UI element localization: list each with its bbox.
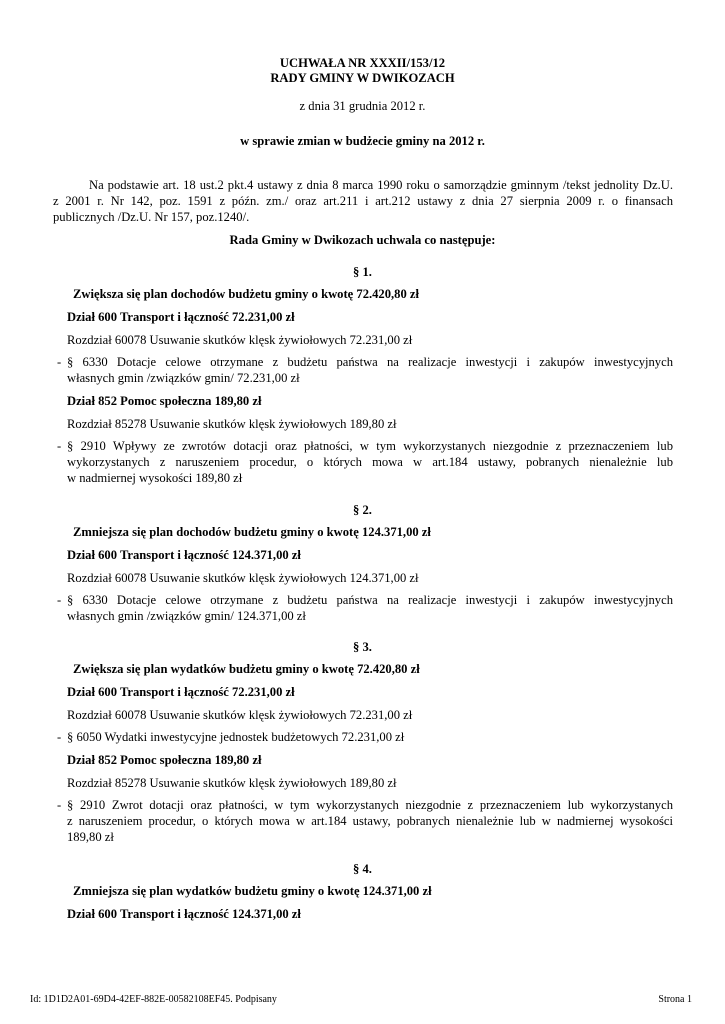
resolution-statement: Rada Gminy w Dwikozach uchwala co następuje: bbox=[229, 233, 496, 247]
preamble-line-3: publicznych /Dz.U. Nr 157, poz.1240/. bbox=[53, 210, 250, 224]
s3-item-6050: § 6050 Wydatki inwestycyjne jednostek budżetowych 72.231,00 zł bbox=[67, 730, 405, 744]
s3-item-2910-line-3: 189,80 zł bbox=[67, 830, 114, 844]
resolution-subject: w sprawie zmian w budżecie gminy na 2012 r. bbox=[240, 134, 485, 148]
title-line-2: RADY GMINY W DWIKOZACH bbox=[270, 71, 455, 85]
list-dash: - bbox=[57, 798, 62, 812]
section-1-mark: § 1. bbox=[353, 265, 372, 279]
list-dash: - bbox=[57, 439, 62, 453]
section-3-heading: Zwiększa się plan wydatków budżetu gminy o kwotę 72.420,80 zł bbox=[73, 662, 420, 676]
s1-rozdzial-60078: Rozdział 60078 Usuwanie skutków klęsk żywiołowych 72.231,00 zł bbox=[67, 333, 413, 347]
section-1-heading: Zwiększa się plan dochodów budżetu gminy o kwotę 72.420,80 zł bbox=[73, 287, 420, 301]
section-3-mark: § 3. bbox=[353, 640, 372, 654]
s1-dzial-600: Dział 600 Transport i łączność 72.231,00 zł bbox=[67, 310, 295, 324]
s1-item-6330-line-1: § 6330 Dotacje celowe otrzymane z budżetu państwa na realizacje inwestycji i zakupów inwestycyjnych bbox=[67, 355, 673, 369]
s2-item-6330-line-2: własnych gmin /związków gmin/ 124.371,00 zł bbox=[67, 609, 306, 623]
s1-item-2910-line-2: wykorzystanych z naruszeniem procedur, o których mowa w art.184 ustawy, pobranych nienależnie lub bbox=[67, 455, 673, 469]
s1-item-2910-line-3: w nadmiernej wysokości 189,80 zł bbox=[67, 471, 243, 485]
document-id-footer: Id: 1D1D2A01-69D4-42EF-882E-00582108EF45. Podpisany bbox=[30, 994, 277, 1005]
resolution-date: z dnia 31 grudnia 2012 r. bbox=[299, 99, 426, 113]
preamble-line-2: z 2001 r. Nr 142, poz. 1591 z późn. zm./ oraz art.211 i art.212 ustawy z dnia 27 sierpnia 2009 r. o finansach bbox=[53, 194, 673, 208]
s1-item-6330-line-2: własnych gmin /związków gmin/ 72.231,00 zł bbox=[67, 371, 300, 385]
section-2-heading: Zmniejsza się plan dochodów budżetu gminy o kwotę 124.371,00 zł bbox=[73, 525, 431, 539]
preamble-line-1: Na podstawie art. 18 ust.2 pkt.4 ustawy z dnia 8 marca 1990 roku o samorządzie gminnym /tekst jednolity Dz.U. bbox=[89, 178, 673, 192]
page-number: Strona 1 bbox=[658, 994, 692, 1005]
list-dash: - bbox=[57, 730, 62, 744]
s4-dzial-600: Dział 600 Transport i łączność 124.371,00 zł bbox=[67, 907, 301, 921]
s1-dzial-852: Dział 852 Pomoc społeczna 189,80 zł bbox=[67, 394, 262, 408]
s3-item-2910-line-2: z naruszeniem procedur, o których mowa w art.184 ustawy, pobranych nienależnie lub w nadmiernej wysokości bbox=[67, 814, 673, 828]
s2-item-6330-line-1: § 6330 Dotacje celowe otrzymane z budżetu państwa na realizacje inwestycji i zakupów inwestycyjnych bbox=[67, 593, 673, 607]
list-dash: - bbox=[57, 593, 62, 607]
title-line-1: UCHWAŁA NR XXXII/153/12 bbox=[279, 56, 446, 70]
s2-rozdzial-60078: Rozdział 60078 Usuwanie skutków klęsk żywiołowych 124.371,00 zł bbox=[67, 571, 419, 585]
section-4-heading: Zmniejsza się plan wydatków budżetu gminy o kwotę 124.371,00 zł bbox=[73, 884, 432, 898]
s2-dzial-600: Dział 600 Transport i łączność 124.371,00 zł bbox=[67, 548, 301, 562]
s1-item-2910-line-1: § 2910 Wpływy ze zwrotów dotacji oraz płatności, w tym wykorzystanych niezgodnie z przeznaczeniem lub bbox=[67, 439, 673, 453]
section-4-mark: § 4. bbox=[353, 862, 372, 876]
section-2-mark: § 2. bbox=[353, 503, 372, 517]
s1-rozdzial-85278: Rozdział 85278 Usuwanie skutków klęsk żywiołowych 189,80 zł bbox=[67, 417, 397, 431]
s3-rozdzial-85278: Rozdział 85278 Usuwanie skutków klęsk żywiołowych 189,80 zł bbox=[67, 776, 397, 790]
s3-dzial-852: Dział 852 Pomoc społeczna 189,80 zł bbox=[67, 753, 262, 767]
s3-item-2910-line-1: § 2910 Zwrot dotacji oraz płatności, w tym wykorzystanych niezgodnie z przeznaczeniem lub wykorzystanych bbox=[67, 798, 673, 812]
list-dash: - bbox=[57, 355, 62, 369]
s3-rozdzial-60078: Rozdział 60078 Usuwanie skutków klęsk żywiołowych 72.231,00 zł bbox=[67, 708, 413, 722]
s3-dzial-600: Dział 600 Transport i łączność 72.231,00 zł bbox=[67, 685, 295, 699]
